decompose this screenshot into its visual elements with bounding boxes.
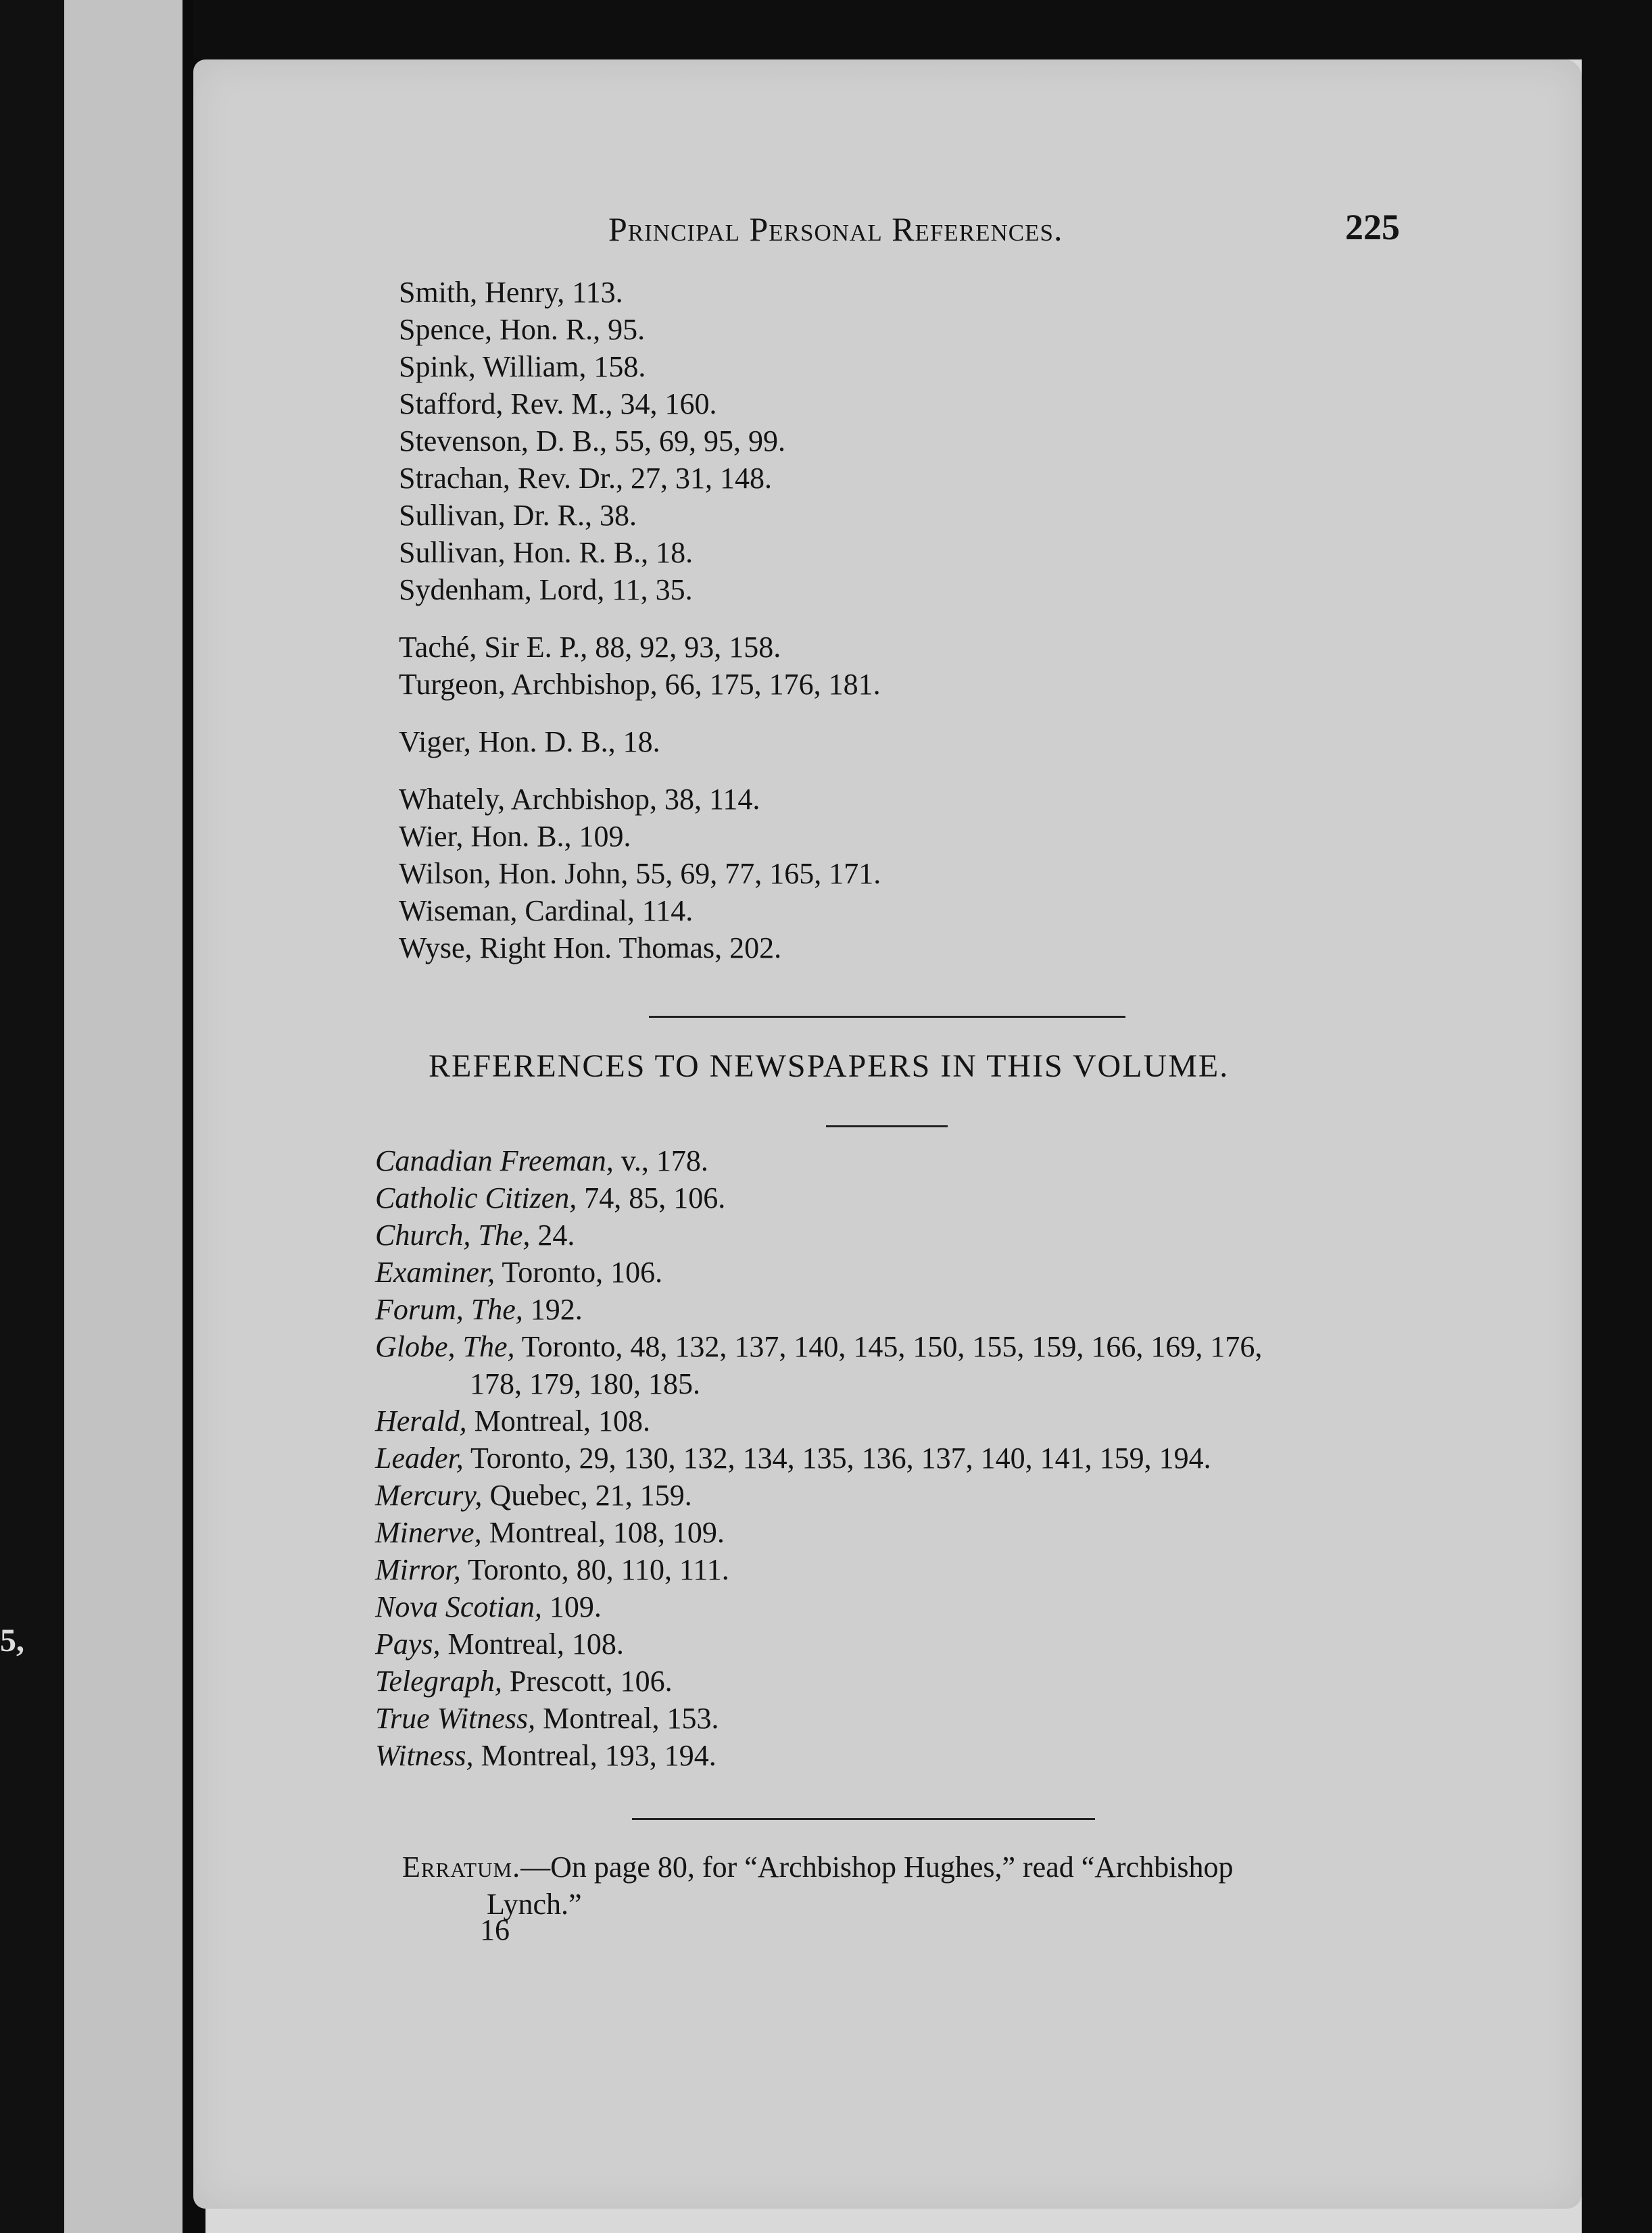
newspaper-title: Leader, — [375, 1442, 464, 1475]
index-entry: Spence, Hon. R., 95. — [399, 313, 646, 346]
letter-group-gap — [399, 760, 881, 781]
newspaper-pages: Toronto, 48, 132, 137, 140, 145, 150, 155, 159, 166, 169, 176, — [514, 1330, 1263, 1363]
newspaper-entry — [375, 1551, 1262, 1588]
newspaper-pages: Montreal, 193, 194. — [473, 1739, 716, 1772]
index-entry: Wyse, Right Hon. Thomas, 202. — [399, 931, 782, 964]
index-entry: Smith, Henry, 113. — [399, 276, 623, 309]
newspaper-entry — [375, 1700, 1262, 1737]
newspaper-pages: Montreal, 108, 109. — [481, 1516, 725, 1549]
scan-right-edge — [1582, 0, 1652, 2233]
newspaper-entry — [375, 1477, 1262, 1514]
newspaper-pages: 178, 179, 180, 185. — [470, 1367, 700, 1400]
newspaper-title: Forum, The, — [375, 1293, 523, 1326]
newspaper-entry-continuation — [375, 1365, 1262, 1402]
page-number: 225 — [1345, 207, 1400, 247]
newspaper-title: Minerve, — [375, 1516, 482, 1549]
newspaper-pages: v., 178. — [613, 1144, 708, 1177]
newspaper-title: Pays, — [375, 1627, 441, 1661]
newspaper-entry — [375, 1402, 1262, 1440]
heading-underline — [826, 1125, 948, 1127]
newspaper-title: Globe, The, — [375, 1330, 515, 1363]
newspaper-pages: 192. — [523, 1293, 583, 1326]
newspaper-pages: Prescott, 106. — [502, 1665, 673, 1698]
newspaper-title: Examiner, — [375, 1256, 495, 1289]
newspaper-entry — [375, 1588, 1262, 1625]
newspaper-title: Canadian Freeman, — [375, 1144, 614, 1177]
newspaper-pages: Montreal, 108. — [440, 1627, 624, 1661]
newspaper-pages: Montreal, 153. — [535, 1702, 719, 1735]
newspaper-title: Catholic Citizen, — [375, 1181, 577, 1214]
newspaper-pages: Toronto, 80, 110, 111. — [460, 1553, 729, 1586]
index-entry: Stafford, Rev. M., 34, 160. — [399, 387, 717, 420]
index-entry: Sullivan, Hon. R. B., 18. — [399, 536, 694, 569]
letter-group-gap — [399, 608, 881, 629]
newspaper-title: Telegraph, — [375, 1665, 502, 1698]
newspaper-entry — [375, 1142, 1262, 1179]
index-entry: Taché, Sir E. P., 88, 92, 93, 158. — [399, 631, 781, 664]
newspaper-title: Herald, — [375, 1404, 467, 1438]
newspaper-entry — [375, 1217, 1262, 1254]
newspaper-entry — [375, 1328, 1262, 1365]
newspapers-list — [375, 1142, 1262, 1774]
facing-page-edge — [64, 0, 183, 2233]
newspapers-heading: REFERENCES TO NEWSPAPERS IN THIS VOLUME. — [429, 1048, 1230, 1084]
index-entry: Sydenham, Lord, 11, 35. — [399, 573, 693, 606]
personal-references-list — [399, 274, 881, 966]
index-entry: Stevenson, D. B., 55, 69, 95, 99. — [399, 424, 785, 458]
erratum-divider — [632, 1818, 1095, 1820]
erratum-line2: Lynch.” — [487, 1888, 582, 1921]
newspaper-pages: 109. — [541, 1590, 602, 1623]
erratum-line1: —On page 80, for “Archbishop Hughes,” read “Archbishop — [520, 1850, 1234, 1884]
facing-page-fragment: 5, — [0, 1623, 24, 1659]
newspaper-title: Mirror, — [375, 1553, 461, 1586]
newspaper-entry — [375, 1737, 1262, 1774]
scan-left-edge — [0, 0, 64, 2233]
index-entry: Wier, Hon. B., 109. — [399, 820, 631, 853]
newspaper-entry — [375, 1663, 1262, 1700]
erratum-label: Erratum. — [402, 1850, 521, 1884]
newspaper-entry — [375, 1179, 1262, 1217]
newspaper-pages: 74, 85, 106. — [577, 1181, 726, 1214]
newspaper-title: True Witness, — [375, 1702, 536, 1735]
newspaper-pages: Toronto, 29, 130, 132, 134, 135, 136, 137, 140, 141, 159, 194. — [463, 1442, 1211, 1475]
newspaper-entry — [375, 1514, 1262, 1551]
index-entry: Viger, Hon. D. B., 18. — [399, 725, 660, 758]
newspaper-title: Nova Scotian, — [375, 1590, 542, 1623]
newspaper-title: Witness, — [375, 1739, 474, 1772]
newspaper-entry — [375, 1254, 1262, 1291]
letter-group-gap — [399, 703, 881, 723]
scan-top-edge — [193, 0, 1652, 59]
erratum-note — [402, 1848, 1234, 1923]
signature-mark: 16 — [480, 1913, 510, 1946]
newspaper-pages: Quebec, 21, 159. — [482, 1479, 692, 1512]
newspaper-title: Church, The, — [375, 1219, 531, 1252]
index-entry: Whately, Archbishop, 38, 114. — [399, 783, 760, 816]
newspaper-pages: Montreal, 108. — [466, 1404, 650, 1438]
newspaper-pages: 24. — [530, 1219, 575, 1252]
index-entry: Wilson, Hon. John, 55, 69, 77, 165, 171. — [399, 857, 881, 890]
index-entry: Spink, William, 158. — [399, 350, 646, 383]
running-head: Principal Personal References. — [608, 210, 1063, 248]
index-entry: Turgeon, Archbishop, 66, 175, 176, 181. — [399, 668, 881, 701]
index-entry: Sullivan, Dr. R., 38. — [399, 499, 637, 532]
newspaper-entry — [375, 1291, 1262, 1328]
newspaper-title: Mercury, — [375, 1479, 483, 1512]
newspaper-pages: Toronto, 106. — [495, 1256, 663, 1289]
newspaper-entry — [375, 1440, 1262, 1477]
newspaper-entry — [375, 1625, 1262, 1663]
index-entry: Strachan, Rev. Dr., 27, 31, 148. — [399, 462, 772, 495]
section-divider — [649, 1016, 1125, 1018]
index-entry: Wiseman, Cardinal, 114. — [399, 894, 694, 927]
